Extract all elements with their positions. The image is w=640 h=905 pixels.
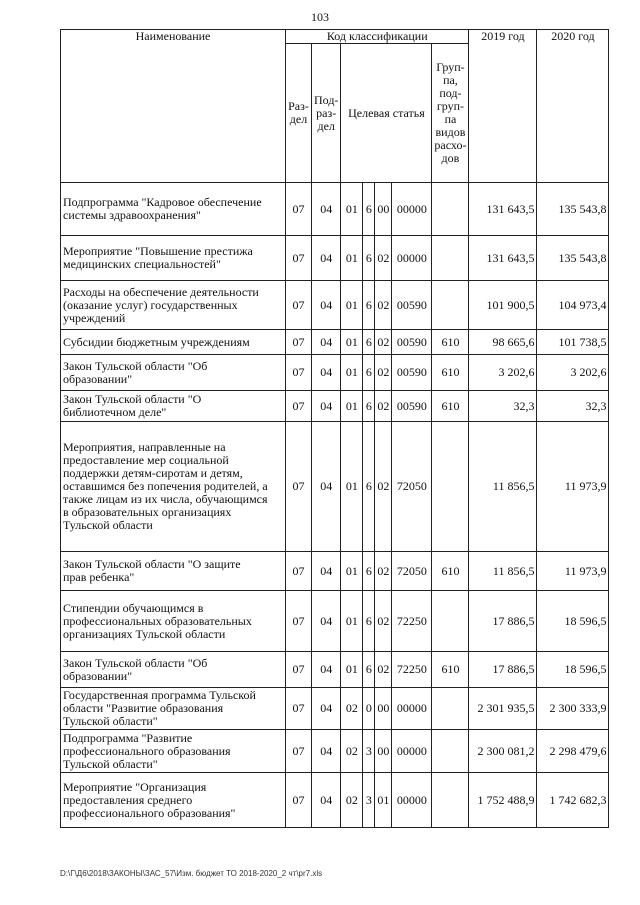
row-direction-code: 72250 xyxy=(392,652,432,688)
row-program-code: 02 xyxy=(341,730,363,773)
row-direction-code: 00000 xyxy=(392,236,432,281)
table-row xyxy=(61,281,609,330)
row-subsection: 04 xyxy=(312,355,341,391)
row-subprogram-code: 6 xyxy=(363,591,375,652)
row-name xyxy=(61,773,286,828)
row-name-line: библиотечном деле" xyxy=(63,405,167,419)
header-expense-group-line: па, xyxy=(443,73,458,87)
row-name xyxy=(61,552,286,591)
row-expense-group: 610 xyxy=(432,330,469,355)
row-direction-code: 00000 xyxy=(392,183,432,236)
header-name: Наименование xyxy=(61,30,286,183)
row-name xyxy=(61,688,286,730)
row-amount-2019: 101 900,5 xyxy=(469,281,537,330)
row-amount-2020: 11 973,9 xyxy=(537,422,609,552)
row-name xyxy=(61,330,286,355)
row-name-line: Закон Тульской области "О xyxy=(63,392,202,406)
row-expense-group xyxy=(432,281,469,330)
table-row xyxy=(61,591,609,652)
row-section: 07 xyxy=(286,688,312,730)
row-amount-2019: 131 643,5 xyxy=(469,183,537,236)
row-subsection: 04 xyxy=(312,330,341,355)
row-amount-2019: 131 643,5 xyxy=(469,236,537,281)
table-row xyxy=(61,552,609,591)
row-name xyxy=(61,652,286,688)
row-name-line: профессионального образования xyxy=(63,743,231,758)
table-row xyxy=(61,183,609,236)
row-subprogram-code: 3 xyxy=(363,730,375,773)
header-expense-group-line: Груп- xyxy=(436,60,465,74)
table-row xyxy=(61,355,609,391)
row-subsection: 04 xyxy=(312,652,341,688)
row-subprogram-code: 6 xyxy=(363,422,375,552)
row-program-code: 01 xyxy=(341,330,363,355)
row-subprogram-code: 6 xyxy=(363,391,375,422)
header-expense-group-line: па xyxy=(444,112,457,126)
table-row xyxy=(61,236,609,281)
header-year-2019: 2019 год xyxy=(469,30,537,183)
row-expense-group: 610 xyxy=(432,652,469,688)
row-expense-group: 610 xyxy=(432,552,469,591)
row-name xyxy=(61,591,286,652)
row-event-code: 02 xyxy=(375,591,392,652)
row-event-code: 02 xyxy=(375,552,392,591)
row-subsection: 04 xyxy=(312,422,341,552)
row-amount-2019: 11 856,5 xyxy=(469,422,537,552)
row-program-code: 01 xyxy=(341,591,363,652)
row-name-line: области "Развитие образования xyxy=(63,701,224,715)
row-name-line: Государственная программа Тульской xyxy=(63,688,256,702)
row-program-code: 01 xyxy=(341,355,363,391)
header-expense-group-line: видов xyxy=(435,125,466,139)
row-amount-2020: 101 738,5 xyxy=(537,330,609,355)
row-section: 07 xyxy=(286,355,312,391)
budget-table xyxy=(60,29,609,828)
table-row xyxy=(61,773,609,828)
row-subprogram-code: 6 xyxy=(363,652,375,688)
row-subprogram-code: 6 xyxy=(363,183,375,236)
header-subsection xyxy=(312,44,341,183)
row-amount-2020: 18 596,5 xyxy=(537,652,609,688)
row-name xyxy=(61,730,286,773)
row-name-line: Подпрограмма "Кадровое обеспечение xyxy=(63,195,262,209)
row-name-line: предоставление мер социальной xyxy=(63,453,229,467)
row-amount-2020: 3 202,6 xyxy=(537,355,609,391)
row-name-line: поддержки детям-сиротам и детям, xyxy=(63,466,243,480)
row-name-line: также лицам из их числа, обучающимся xyxy=(63,492,268,506)
header-subsection-line: раз- xyxy=(316,105,337,120)
row-direction-code: 00590 xyxy=(392,281,432,330)
header-expense-group xyxy=(432,44,469,183)
row-subprogram-code: 6 xyxy=(363,330,375,355)
row-name xyxy=(61,183,286,236)
row-name-line: Закон Тульской области "О защите xyxy=(63,557,241,571)
row-name-line: профессиональных образовательных xyxy=(63,613,252,628)
row-section: 07 xyxy=(286,183,312,236)
row-expense-group: 610 xyxy=(432,391,469,422)
row-name-line: медицинских специальностей" xyxy=(63,257,221,271)
row-program-code: 02 xyxy=(341,773,363,828)
row-expense-group xyxy=(432,730,469,773)
row-name-line: учреждений xyxy=(63,310,126,325)
row-event-code: 02 xyxy=(375,391,392,422)
row-subsection: 04 xyxy=(312,688,341,730)
row-program-code: 01 xyxy=(341,422,363,552)
header-target-article: Целевая статья xyxy=(341,44,432,183)
row-direction-code: 00000 xyxy=(392,730,432,773)
row-name xyxy=(61,236,286,281)
row-expense-group: 610 xyxy=(432,355,469,391)
row-name-line: Тульской области xyxy=(63,518,153,532)
row-subsection: 04 xyxy=(312,391,341,422)
row-amount-2019: 98 665,6 xyxy=(469,330,537,355)
row-program-code: 01 xyxy=(341,183,363,236)
row-amount-2020: 1 742 682,3 xyxy=(537,773,609,828)
header-classification: Код классификации xyxy=(286,30,469,44)
row-section: 07 xyxy=(286,281,312,330)
row-program-code: 01 xyxy=(341,281,363,330)
row-direction-code: 72050 xyxy=(392,422,432,552)
row-program-code: 01 xyxy=(341,652,363,688)
row-name-line: Закон Тульской области "Об xyxy=(63,358,208,373)
row-direction-code: 00590 xyxy=(392,355,432,391)
row-name-line: Мероприятие "Повышение престижа xyxy=(63,244,253,258)
row-program-code: 01 xyxy=(341,552,363,591)
row-amount-2020: 2 300 333,9 xyxy=(537,688,609,730)
row-name-line: оставшимся без попечения родителей, а xyxy=(63,479,268,493)
row-program-code: 02 xyxy=(341,688,363,730)
row-name xyxy=(61,355,286,391)
row-subprogram-code: 3 xyxy=(363,773,375,828)
row-amount-2020: 18 596,5 xyxy=(537,591,609,652)
row-amount-2020: 135 543,8 xyxy=(537,236,609,281)
row-direction-code: 72050 xyxy=(392,552,432,591)
header-expense-group-line: дов xyxy=(441,151,460,165)
row-amount-2019: 1 752 488,9 xyxy=(469,773,537,828)
row-event-code: 02 xyxy=(375,422,392,552)
row-section: 07 xyxy=(286,422,312,552)
row-name xyxy=(61,391,286,422)
row-direction-code: 00590 xyxy=(392,391,432,422)
row-name-line: Подпрограмма "Развитие xyxy=(63,730,193,745)
row-expense-group xyxy=(432,183,469,236)
row-name-line: Мероприятие "Организация xyxy=(63,779,207,794)
row-event-code: 00 xyxy=(375,183,392,236)
row-subprogram-code: 6 xyxy=(363,552,375,591)
table-row xyxy=(61,688,609,730)
row-name-line: организациях Тульской области xyxy=(63,626,226,641)
row-section: 07 xyxy=(286,552,312,591)
row-direction-code: 00590 xyxy=(392,330,432,355)
row-subprogram-code: 6 xyxy=(363,236,375,281)
row-event-code: 02 xyxy=(375,652,392,688)
row-section: 07 xyxy=(286,773,312,828)
header-section-line: дел xyxy=(289,112,308,126)
row-subsection: 04 xyxy=(312,281,341,330)
row-name-line: в образовательных организациях xyxy=(63,505,232,519)
row-section: 07 xyxy=(286,391,312,422)
row-expense-group xyxy=(432,773,469,828)
row-program-code: 01 xyxy=(341,236,363,281)
row-subsection: 04 xyxy=(312,183,341,236)
page-number: 103 xyxy=(311,10,329,24)
row-name-line: Субсидии бюджетным учреждениям xyxy=(63,334,250,349)
row-name-line: Мероприятия, направленные на xyxy=(63,440,226,454)
row-name-line: прав ребенка" xyxy=(63,570,135,584)
row-subprogram-code: 6 xyxy=(363,281,375,330)
header-expense-group-line: груп- xyxy=(436,99,465,113)
row-event-code: 02 xyxy=(375,355,392,391)
row-name-line: системы здравоохранения" xyxy=(63,208,201,222)
row-amount-2019: 11 856,5 xyxy=(469,552,537,591)
row-subsection: 04 xyxy=(312,236,341,281)
row-name-line: Тульской области" xyxy=(63,714,158,728)
header-year-2020: 2020 год xyxy=(537,30,609,183)
row-event-code: 00 xyxy=(375,688,392,730)
row-name-line: профессионального образования" xyxy=(63,805,236,820)
row-program-code: 01 xyxy=(341,391,363,422)
table-row xyxy=(61,730,609,773)
row-amount-2020: 104 973,4 xyxy=(537,281,609,330)
row-expense-group xyxy=(432,688,469,730)
row-name xyxy=(61,281,286,330)
row-amount-2020: 32,3 xyxy=(537,391,609,422)
row-direction-code: 00000 xyxy=(392,688,432,730)
row-expense-group xyxy=(432,591,469,652)
file-path-footer: D:\Г\Д6\2018\ЗАКОНЫ\ЗАС_57\Изм. бюджет ТО 2018-2020_2 чт\pr7.xls xyxy=(60,869,323,878)
row-subprogram-code: 6 xyxy=(363,355,375,391)
header-expense-group-line: расхо- xyxy=(434,138,467,152)
row-event-code: 02 xyxy=(375,236,392,281)
row-name-line: Тульской области" xyxy=(63,756,158,771)
row-amount-2019: 17 886,5 xyxy=(469,652,537,688)
row-name-line: образовании" xyxy=(63,371,133,386)
row-amount-2020: 2 298 479,6 xyxy=(537,730,609,773)
row-expense-group xyxy=(432,422,469,552)
row-name-line: Закон Тульской области "Об xyxy=(63,655,208,670)
row-amount-2019: 32,3 xyxy=(469,391,537,422)
row-amount-2019: 2 300 081,2 xyxy=(469,730,537,773)
header-subsection-line: Под- xyxy=(314,92,339,107)
header-expense-group-line: под- xyxy=(439,86,462,100)
row-section: 07 xyxy=(286,591,312,652)
row-subsection: 04 xyxy=(312,773,341,828)
row-amount-2020: 11 973,9 xyxy=(537,552,609,591)
row-event-code: 01 xyxy=(375,773,392,828)
row-amount-2019: 17 886,5 xyxy=(469,591,537,652)
row-subprogram-code: 0 xyxy=(363,688,375,730)
header-subsection-line: дел xyxy=(317,118,335,133)
table-row xyxy=(61,330,609,355)
row-subsection: 04 xyxy=(312,730,341,773)
row-subsection: 04 xyxy=(312,591,341,652)
row-amount-2019: 2 301 935,5 xyxy=(469,688,537,730)
row-name-line: Расходы на обеспечение деятельности xyxy=(63,284,259,299)
row-amount-2020: 135 543,8 xyxy=(537,183,609,236)
table-row xyxy=(61,652,609,688)
header-section-line: Раз- xyxy=(288,99,309,113)
row-name-line: образовании" xyxy=(63,668,133,683)
row-event-code: 02 xyxy=(375,330,392,355)
table-row xyxy=(61,422,609,552)
row-name-line: Стипендии обучающимся в xyxy=(63,600,204,615)
table-row xyxy=(61,391,609,422)
header-section xyxy=(286,44,312,183)
row-subsection: 04 xyxy=(312,552,341,591)
row-section: 07 xyxy=(286,236,312,281)
row-event-code: 00 xyxy=(375,730,392,773)
row-amount-2019: 3 202,6 xyxy=(469,355,537,391)
row-event-code: 02 xyxy=(375,281,392,330)
row-expense-group xyxy=(432,236,469,281)
row-name-line: предоставления среднего xyxy=(63,792,193,807)
row-direction-code: 00000 xyxy=(392,773,432,828)
row-section: 07 xyxy=(286,730,312,773)
row-section: 07 xyxy=(286,330,312,355)
row-section: 07 xyxy=(286,652,312,688)
row-direction-code: 72250 xyxy=(392,591,432,652)
row-name xyxy=(61,422,286,552)
row-name-line: (оказание услуг) государственных xyxy=(63,297,238,312)
